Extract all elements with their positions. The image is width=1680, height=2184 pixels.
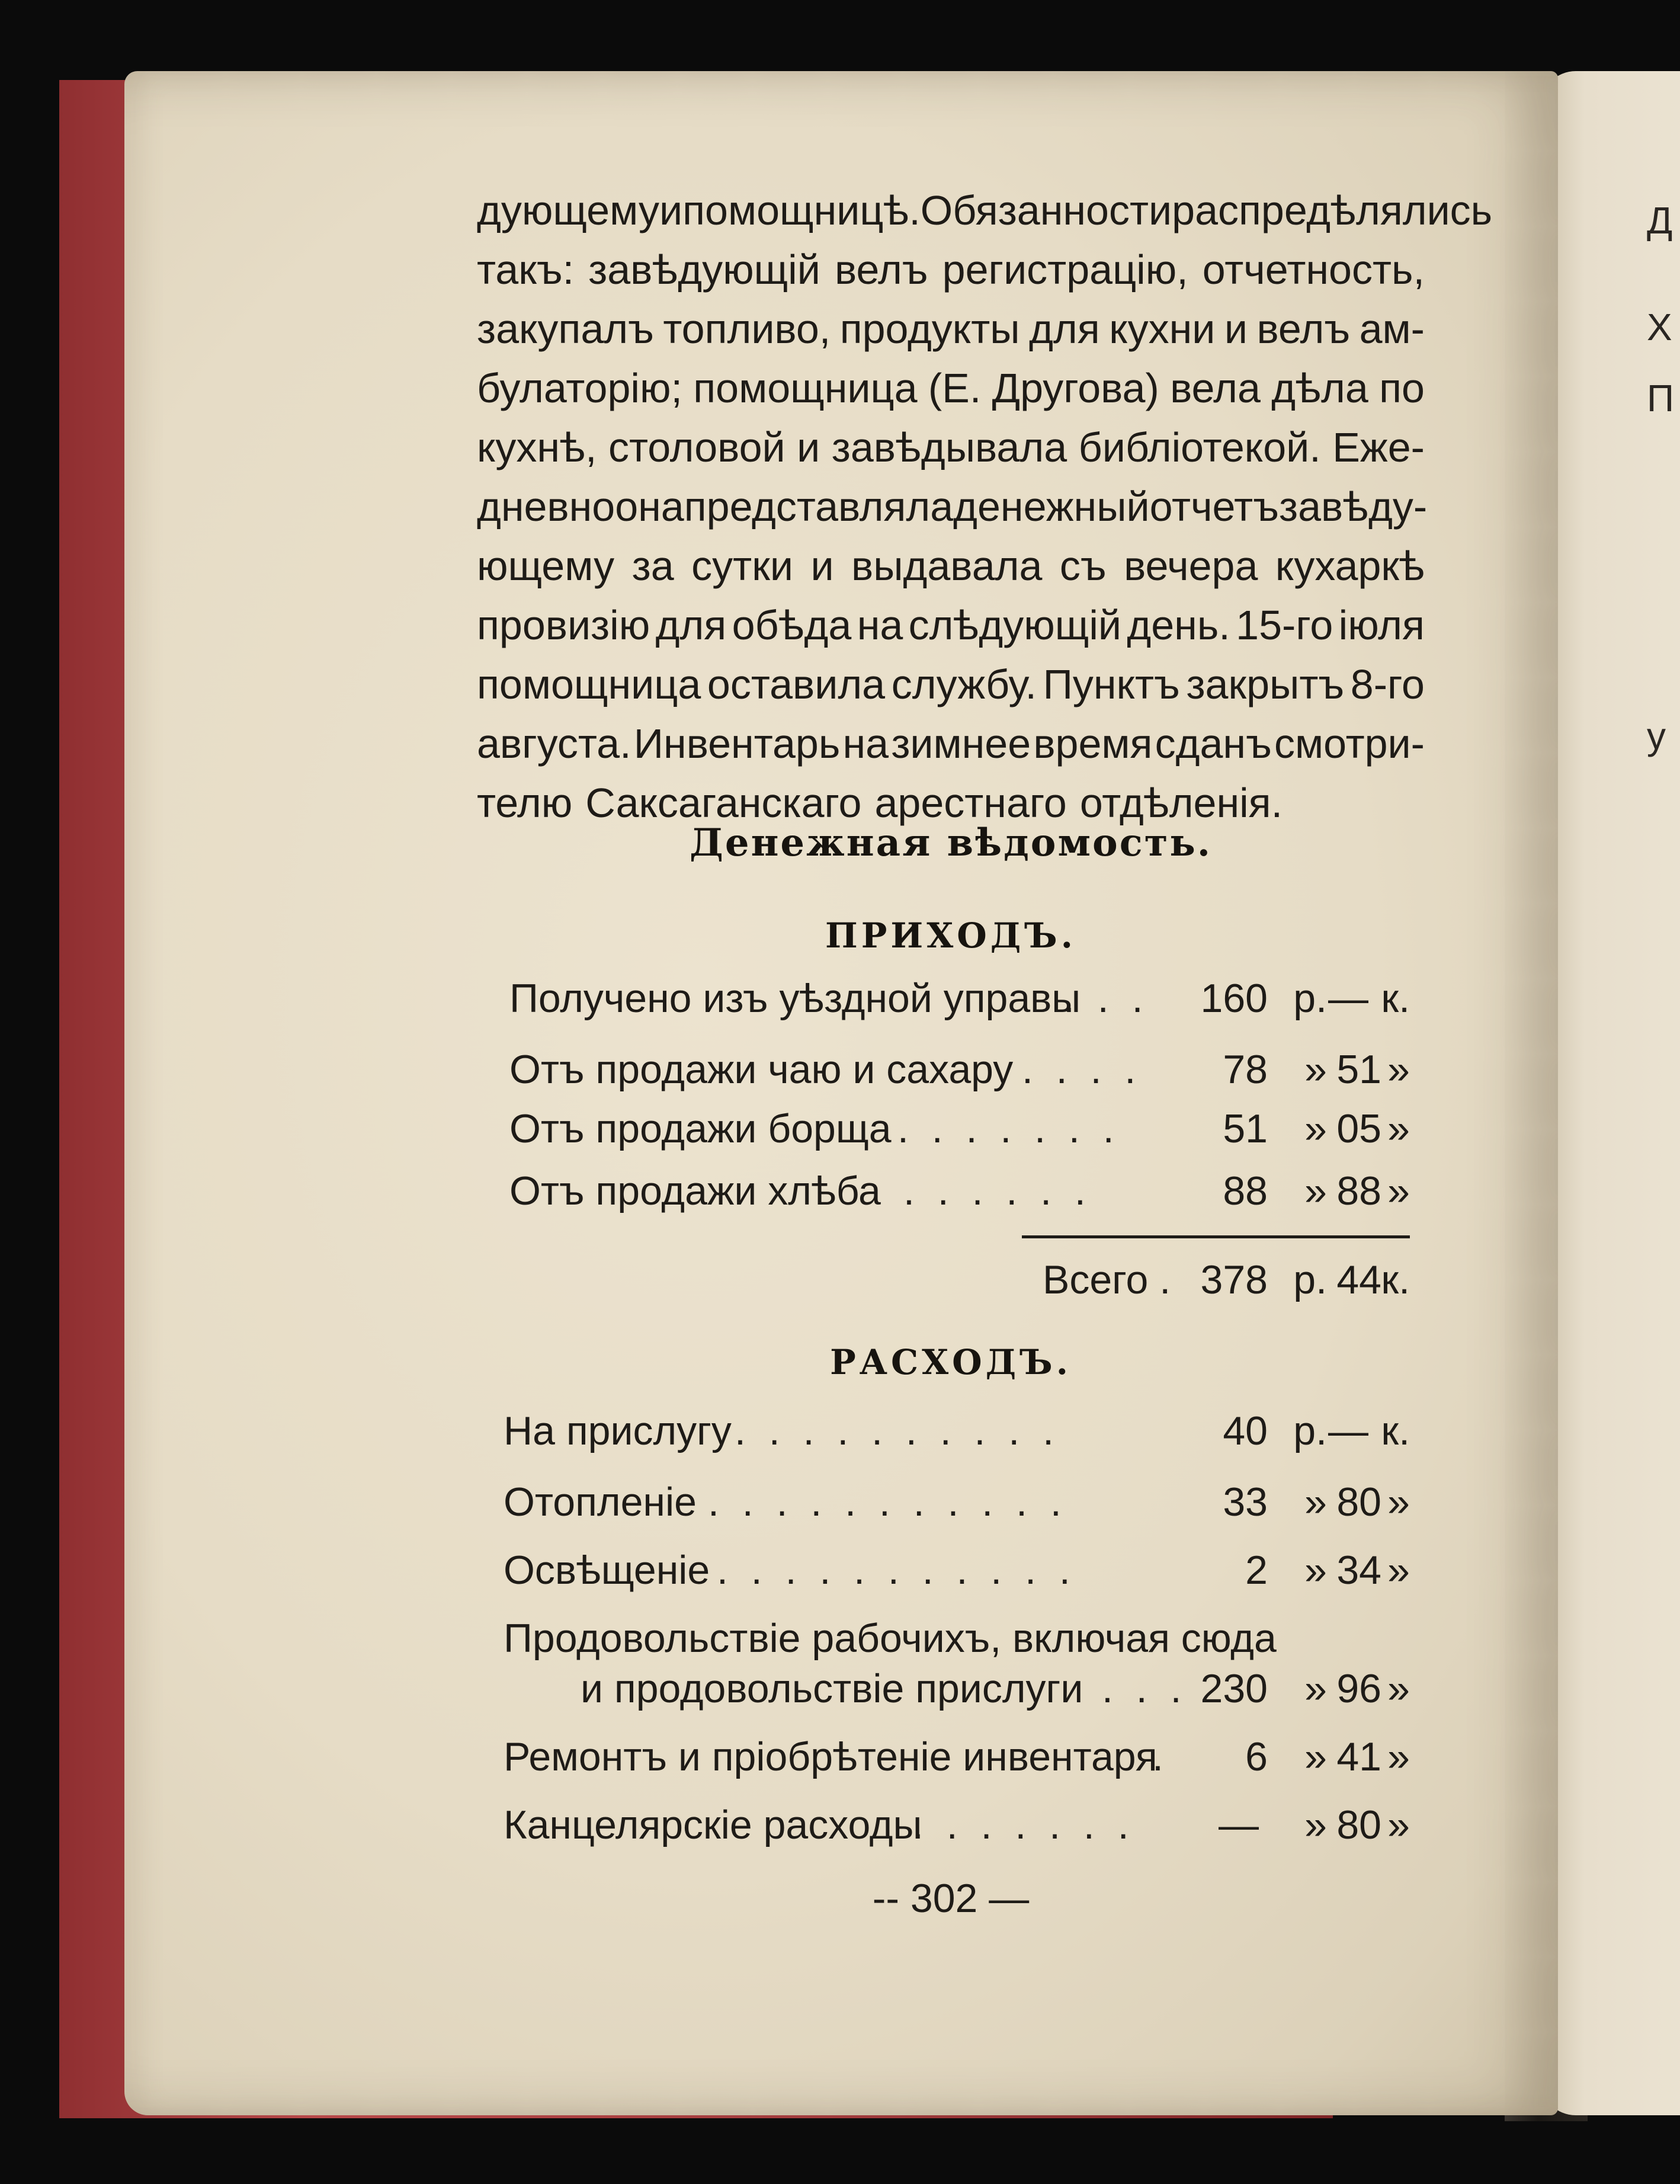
row-unit: »: [1304, 1802, 1327, 1847]
row-rubles: 40: [1223, 1408, 1268, 1453]
paragraph-word: за: [631, 543, 674, 589]
row-unit: »: [1387, 1548, 1410, 1593]
paragraph-word: по: [1379, 365, 1425, 411]
paragraph-word: обѣда: [732, 602, 852, 648]
row-leader: . . . . . .: [903, 1168, 1092, 1213]
row-kopecks: 80: [1336, 1480, 1381, 1525]
paragraph-word: сданъ: [1155, 720, 1272, 767]
income-row: [509, 1043, 1410, 1096]
section-heading: Денежная вѣдомость.: [689, 821, 1213, 865]
total-rubles: 378: [1200, 1257, 1268, 1302]
row-leader: .: [1152, 1734, 1169, 1779]
paragraph-word: кухни: [1109, 306, 1216, 352]
paragraph-line: [477, 477, 1428, 536]
paragraph-word: кухаркѣ: [1275, 543, 1425, 589]
income-heading: ПРИХОДЪ.: [825, 915, 1076, 956]
row-kopecks: 05: [1336, 1106, 1381, 1151]
body-paragraph: [477, 181, 1493, 832]
paragraph-line: [477, 595, 1425, 655]
row-label: и продовольствіе прислуги: [581, 1666, 1083, 1711]
row-unit: »: [1387, 1666, 1410, 1711]
row-label: Отъ продажи хлѣба: [509, 1168, 881, 1213]
row-label: Ремонтъ и пріобрѣтеніе инвентаря: [504, 1734, 1158, 1779]
paragraph-word: смотри-: [1274, 720, 1425, 767]
expense-row: [504, 1475, 1410, 1529]
row-unit: »: [1304, 1047, 1327, 1092]
row-unit: »: [1387, 1047, 1410, 1092]
row-leader: . . . . . . . . . . .: [717, 1548, 1076, 1593]
total-unit: р.: [1293, 1257, 1327, 1302]
row-rubles: 51: [1223, 1106, 1268, 1151]
row-label: Отъ продажи чаю и сахару: [509, 1047, 1014, 1092]
paragraph-word: телю: [477, 780, 573, 826]
row-unit: »: [1304, 1734, 1327, 1779]
paragraph-word: отдѣленія.: [1079, 780, 1283, 826]
total-label: Всего .: [1043, 1257, 1171, 1302]
row-leader: . . . . . . .: [912, 1802, 1135, 1847]
paragraph-word: и: [797, 424, 820, 470]
right-page: [1540, 71, 1680, 2115]
row-label: Канцелярскіе расходы: [504, 1802, 922, 1847]
row-rubles: —: [1219, 1802, 1259, 1847]
row-leader: . . . .: [1022, 1047, 1142, 1092]
paragraph-word: Саксаганскаго: [585, 780, 862, 826]
expense-row: [504, 1798, 1410, 1852]
row-unit: »: [1304, 1666, 1327, 1711]
row-kopecks: 88: [1336, 1168, 1381, 1213]
paragraph-line: [477, 418, 1425, 477]
paragraph-word: для: [655, 602, 727, 648]
paragraph-word: завѣдывала: [831, 424, 1067, 470]
paragraph-word: помощница: [693, 365, 918, 411]
row-unit: к.: [1381, 976, 1410, 1021]
row-label: Отъ продажи борща: [509, 1106, 892, 1151]
paragraph-word: представляла: [684, 483, 954, 530]
row-unit: »: [1387, 1106, 1410, 1151]
row-label: Продовольствіе рабочихъ, включая сюда: [504, 1616, 1277, 1661]
paragraph-line: [477, 655, 1425, 714]
paragraph-line: [477, 536, 1425, 595]
paragraph-word: Пунктъ: [1043, 661, 1180, 707]
row-kopecks: 41: [1336, 1734, 1381, 1779]
paragraph-word: время: [1033, 720, 1153, 767]
row-unit: »: [1304, 1106, 1327, 1151]
expense-row: [504, 1543, 1410, 1597]
row-kopecks: 51: [1336, 1047, 1381, 1092]
row-label: На прислугу: [504, 1408, 732, 1453]
row-unit: »: [1304, 1168, 1327, 1213]
paragraph-word: закупалъ: [477, 306, 654, 352]
row-label: Отопленіе: [504, 1480, 697, 1525]
row-unit: »: [1304, 1480, 1327, 1525]
paragraph-word: продукты: [839, 306, 1020, 352]
row-unit: »: [1387, 1802, 1410, 1847]
right-page-letter: Д: [1647, 199, 1673, 242]
paragraph-word: провизію: [477, 602, 650, 648]
paragraph-word: булаторію;: [477, 365, 682, 411]
paragraph-word: библіотекой.: [1078, 424, 1321, 470]
paragraph-word: дневно: [477, 483, 615, 530]
paragraph-word: оставила: [707, 661, 886, 707]
paragraph-word: отчетъ: [1149, 483, 1279, 530]
paragraph-word: закрытъ: [1186, 661, 1345, 707]
paragraph-word: слѣдующій: [908, 602, 1122, 648]
paragraph-word: велъ: [834, 246, 928, 293]
paragraph-word: Еже-: [1332, 424, 1425, 470]
right-page-letter: Х: [1647, 306, 1672, 348]
income-total-row: [509, 1253, 1410, 1306]
row-leader: . . . . . . .: [897, 1106, 1120, 1151]
paragraph-word: 8-го: [1350, 661, 1425, 707]
paragraph-word: выдавала: [851, 543, 1043, 589]
row-leader: . . . . . . . . . . .: [708, 1480, 1067, 1525]
expense-heading: РАСХОДЪ.: [830, 1342, 1072, 1382]
paragraph-word: отчетность,: [1202, 246, 1425, 293]
paragraph-word: завѣдующій: [588, 246, 820, 293]
total-unit: к.: [1381, 1257, 1410, 1302]
page-number: -- 302 —: [872, 1876, 1030, 1921]
income-row: [509, 1102, 1410, 1155]
paragraph-word: службу.: [891, 661, 1037, 707]
row-kopecks: —: [1328, 976, 1368, 1021]
row-unit: р.: [1293, 976, 1327, 1021]
paragraph-word: она: [615, 483, 684, 530]
paragraph-word: вечера: [1124, 543, 1258, 589]
row-rubles: 230: [1200, 1666, 1268, 1711]
paragraph-line: [477, 181, 1493, 240]
paragraph-word: Обязанности: [920, 187, 1172, 233]
total-rule: [1022, 1235, 1410, 1238]
paragraph-word: столовой: [608, 424, 786, 470]
paragraph-word: кухнѣ,: [477, 424, 597, 470]
row-kopecks: 80: [1336, 1802, 1381, 1847]
row-kopecks: 34: [1336, 1548, 1381, 1593]
paragraph-word: такъ:: [477, 246, 575, 293]
row-rubles: 6: [1245, 1734, 1268, 1779]
paragraph-word: зимнее: [891, 720, 1031, 767]
paragraph-word: регистрацію,: [942, 246, 1188, 293]
paragraph-word: помощница: [477, 661, 701, 707]
row-unit: »: [1387, 1480, 1410, 1525]
paragraph-word: помощницѣ.: [682, 187, 921, 233]
paragraph-word: завѣду-: [1278, 483, 1428, 530]
paragraph-word: дующему: [477, 187, 659, 233]
row-kopecks: —: [1328, 1408, 1368, 1453]
paragraph-word: 15-го: [1236, 602, 1333, 648]
paragraph-word: распредѣлялись: [1172, 187, 1493, 233]
right-page-letter: П: [1647, 377, 1674, 419]
paragraph-word: сутки: [691, 543, 793, 589]
row-leader: . . .: [1063, 976, 1149, 1021]
income-row: [509, 1164, 1410, 1218]
row-rubles: 78: [1223, 1047, 1268, 1092]
paragraph-word: Инвентарь: [633, 720, 841, 767]
paragraph-word: для: [1029, 306, 1100, 352]
paragraph-word: на: [842, 720, 889, 767]
paragraph-word: велъ: [1256, 306, 1351, 352]
expense-row: [504, 1662, 1410, 1715]
paragraph-word: дѣла: [1271, 365, 1368, 411]
paragraph-word: августа.: [477, 720, 631, 767]
paragraph-word: и: [1224, 306, 1248, 352]
paragraph-line: [477, 358, 1425, 418]
row-leader: . . . . . . . . . .: [735, 1408, 1060, 1453]
expense-row: [504, 1612, 1410, 1665]
paragraph-word: и: [810, 543, 834, 589]
row-unit: »: [1387, 1734, 1410, 1779]
paragraph-word: (Е.: [928, 365, 982, 411]
paragraph-word: вела: [1170, 365, 1261, 411]
paragraph-word: и: [659, 187, 683, 233]
paragraph-word: день.: [1127, 602, 1230, 648]
paragraph-line: [477, 714, 1425, 773]
paragraph-word: съ: [1059, 543, 1107, 589]
row-label: Освѣщеніе: [504, 1548, 710, 1593]
income-row: [509, 972, 1410, 1025]
paragraph-word: на: [857, 602, 903, 648]
paragraph-word: ам-: [1359, 306, 1425, 352]
row-rubles: 33: [1223, 1480, 1268, 1525]
paragraph-word: арестнаго: [874, 780, 1067, 826]
paragraph-word: Другова): [992, 365, 1159, 411]
row-unit: к.: [1381, 1408, 1410, 1453]
row-kopecks: 96: [1336, 1666, 1381, 1711]
row-rubles: 160: [1200, 976, 1268, 1021]
row-rubles: 88: [1223, 1168, 1268, 1213]
paragraph-line: [477, 299, 1425, 358]
right-page-letter: у: [1647, 715, 1666, 757]
row-unit: р.: [1293, 1408, 1327, 1453]
expense-row: [504, 1404, 1410, 1458]
total-kopecks: 44: [1336, 1257, 1381, 1302]
row-unit: »: [1304, 1548, 1327, 1593]
paragraph-word: денежный: [953, 483, 1150, 530]
row-rubles: 2: [1245, 1548, 1268, 1593]
paragraph-word: ющему: [477, 543, 615, 589]
row-label: Получено изъ уѣздной управы: [509, 976, 1081, 1021]
expense-row: [504, 1730, 1410, 1783]
row-unit: »: [1387, 1168, 1410, 1213]
paragraph-word: топливо,: [663, 306, 831, 352]
paragraph-word: іюля: [1338, 602, 1425, 648]
paragraph-line: [477, 240, 1425, 299]
row-leader: . . .: [1102, 1666, 1188, 1711]
